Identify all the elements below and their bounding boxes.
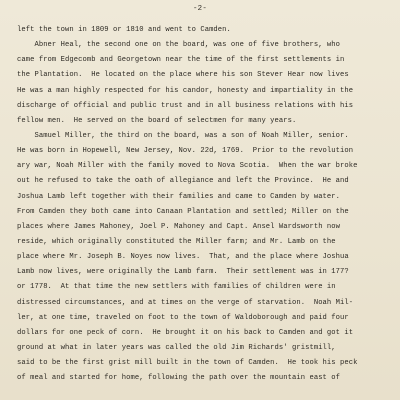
text-line: ler, at one time, traveled on foot to the town of Waldoborough and paid four [17, 313, 349, 322]
text-line: reside, which originally constituted the Miller farm; and Mr. Lamb on the [17, 237, 336, 246]
text-line: From Camden they both came into Canaan Plantation and settled; Miller on the [17, 207, 349, 216]
text-line: fellow men. He served on the board of selectmen for many years. [17, 116, 297, 125]
text-line: dollars for one peck of corn. He brought it on his back to Camden and got it [17, 328, 354, 337]
body-text [17, 23, 400, 386]
text-line: ground at what in later years was called the old Jim Richards' gristmill, [17, 343, 336, 352]
text-line: He was a man highly respected for his candor, honesty and impartiality in the [17, 86, 354, 95]
text-line: came from Edgecomb and Georgetown near the time of the first settlements in [17, 56, 345, 65]
text-line: of meal and started for home, following the path over the mountain east of [17, 374, 341, 383]
text-line: or 1778. At that time the new settlers with families of children were in [17, 283, 336, 292]
page-number: -2- [193, 5, 207, 13]
text-line: Lamb now lives, were originally the Lamb farm. Their settlement was in 177? [17, 268, 349, 277]
text-line: place where Mr. Joseph B. Noyes now lives. That, and the place where Joshua [17, 253, 349, 262]
text-line: discharge of official and public trust and in all business relations with his [17, 101, 354, 110]
text-line: said to be the first grist mill built in the town of Camden. He took his peck [17, 359, 358, 368]
text-line: Samuel Miller, the third on the board, was a son of Noah Miller, senior. [17, 131, 349, 140]
text-line: Joshua Lamb left together with their families and came to Camden by water. [17, 192, 341, 201]
text-line: left the town in 1809 or 1810 and went to Camden. [17, 26, 231, 34]
text-line: the Plantation. He located on the place where his son Stever Hear now lives [17, 71, 349, 80]
text-line: He was born in Hopewell, New Jersey, Nov. 22d, 1769. Prior to the revolution [17, 147, 354, 156]
text-line: distressed circumstances, and at times on the verge of starvation. Noah Mil- [17, 298, 354, 307]
text-line: Abner Heal, the second one on the board, was one of five brothers, who [17, 41, 341, 50]
text-line: out he refused to take the oath of allegiance and left the Province. He and [17, 177, 349, 186]
text-line: ary war, Noah Miller with the family moved to Nova Scotia. When the war broke [17, 162, 358, 171]
text-line: places where James Mahoney, Joel P. Mahoney and Capt. Ansel Wardsworth now [17, 222, 341, 231]
